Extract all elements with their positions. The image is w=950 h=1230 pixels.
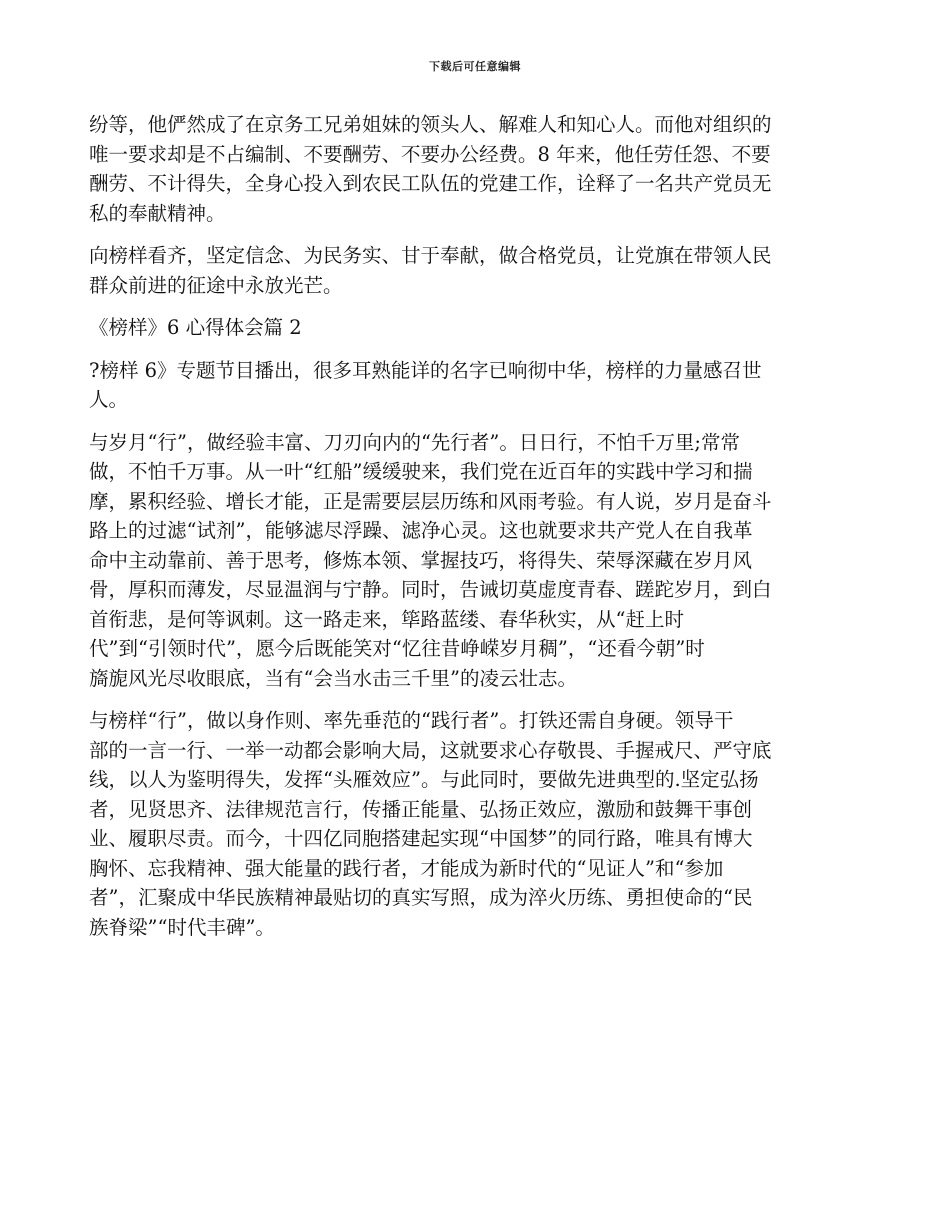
text-line: 群众前进的征途中永放光芒。	[89, 273, 343, 297]
document-body	[89, 110, 861, 955]
text-line: 命中主动靠前、善于思考，修炼本领、掌握技巧，将得失、荣辱深藏在岁月风	[89, 548, 753, 572]
text-line: 首衔悲，是何等讽刺。这一路走来，筚路蓝缕、春华秋实，从“赶上时	[89, 607, 684, 631]
text-line: 纷等，他俨然成了在京务工兄弟姐妹的领头人、解难人和知心人。而他对组织的	[89, 113, 772, 136]
text-line: 代”到“引领时代”，愿今后既能笑对“忆往昔峥嵘岁月稠”，“还看今朝”时	[89, 637, 705, 660]
text-line: 唯一要求却是不占编制、不要酬劳、不要办公经费。8 年来，他任劳任怨、不要	[89, 142, 771, 166]
text-line: 做，不怕千万事。从一叶“红船”缓缓驶来，我们党在近百年的实践中学习和揣	[89, 460, 753, 483]
text-line: 者，见贤思齐、法律规范言行，传播正能量、弘扬正效应，激励和鼓舞干事创	[89, 797, 753, 821]
text-line: 与岁月“行”，做经验丰富、刀刃向内的“先行者”。日日行，不怕千万里;常常	[89, 430, 740, 454]
text-line: 摩，累积经验、增长才能，正是需要层层历练和风雨考验。有人说，岁月是奋斗	[89, 489, 772, 513]
text-line: 胸怀、忘我精神、强大能量的践行者，才能成为新时代的“见证人”和“参加	[89, 856, 724, 880]
section-heading	[89, 313, 861, 343]
page-header: 下载后可任意编辑	[429, 60, 521, 73]
text-line: 人。	[89, 388, 129, 411]
text-line: 路上的过滤“试剂”，能够滤尽浮躁、滤净心灵。这也就要求共产党人在自我革	[89, 519, 753, 542]
paragraph-3	[89, 356, 861, 415]
paragraph-5	[89, 706, 861, 942]
text-line: 与榜样“行”，做以身作则、率先垂范的“践行者”。打铁还需自身硬。领导干	[89, 709, 734, 732]
text-line: 向榜样看齐，坚定信念、为民务实、甘于奉献，做合格党员，让党旗在带领人民	[89, 244, 772, 267]
text-line: 旖旎风光尽收眼底，当有“会当水击三千里”的凌云壮志。	[89, 666, 577, 690]
text-line: 者”，汇聚成中华民族精神最贴切的真实写照，成为淬火历练、勇担使命的“民	[89, 886, 753, 909]
text-line: 酬劳、不计得失，全身心投入到农民工队伍的党建工作，诠释了一名共产党员无	[89, 172, 772, 195]
text-line: 部的一言一行、一举一动都会影响大局，这就要求心存敬畏、手握戒尺、严守底	[89, 738, 772, 762]
text-line: ?榜样 6》专题节目播出，很多耳熟能详的名字已响彻中华，榜样的力量感召世	[89, 358, 762, 382]
text-line: 线，以人为鉴明得失，发挥“头雁效应”。与此同时，要做先进典型的.坚定弘扬	[89, 768, 759, 791]
paragraph-1	[89, 110, 861, 228]
paragraph-4	[89, 428, 861, 694]
text-line: 族脊梁”“时代丰碑”。	[89, 915, 275, 939]
text-line: 《榜样》6 心得体会篇 2	[89, 316, 302, 339]
paragraph-2	[89, 241, 861, 300]
text-line: 业、履职尽责。而今，十四亿同胞搭建起实现“中国梦”的同行路，唯具有博大	[89, 827, 753, 850]
text-line: 骨，厚积而薄发，尽显温润与宁静。同时，告诫切莫虚度青春、蹉跎岁月，到白	[89, 578, 772, 601]
text-line: 私的奉献精神。	[89, 201, 226, 225]
